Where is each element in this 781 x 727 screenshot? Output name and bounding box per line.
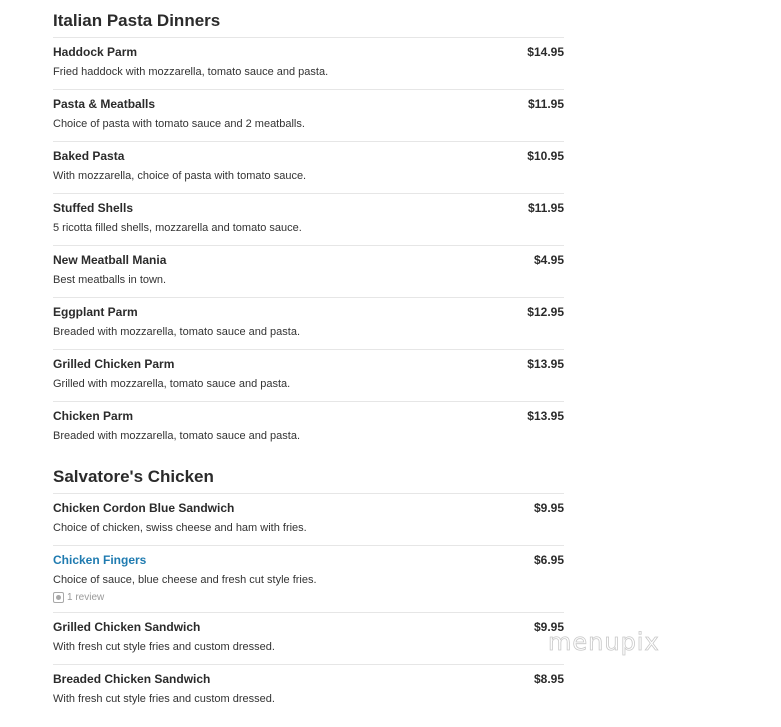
menu-item	[53, 613, 564, 665]
review-count: 1 review	[67, 592, 105, 603]
item-description: Breaded with mozzarella, tomato sauce and pasta.	[53, 430, 301, 442]
item-description: Choice of sauce, blue cheese and fresh cut style fries.	[53, 574, 317, 586]
item-price: $10.95	[527, 149, 564, 163]
item-name: Breaded Chicken Sandwich	[53, 672, 211, 686]
item-description: With fresh cut style fries and custom dressed.	[53, 693, 275, 705]
menu-item	[53, 402, 564, 453]
menu	[53, 10, 564, 716]
item-price: $11.95	[527, 97, 564, 111]
menu-item	[53, 246, 564, 298]
item-name: Grilled Chicken Sandwich	[53, 620, 201, 634]
item-price: $13.95	[527, 409, 564, 423]
item-name: Pasta & Meatballs	[53, 97, 156, 111]
menu-item	[53, 142, 564, 194]
section-title: Salvatore's Chicken	[53, 466, 564, 494]
menu-item	[53, 194, 564, 246]
item-description: Grilled with mozzarella, tomato sauce and pasta.	[53, 378, 291, 390]
item-price: $14.95	[527, 45, 564, 59]
menu-item	[53, 38, 564, 90]
item-name: Chicken Parm	[53, 409, 134, 423]
item-description: Choice of pasta with tomato sauce and 2 meatballs.	[53, 118, 305, 130]
item-price: $12.95	[527, 305, 564, 319]
item-price: $9.95	[533, 620, 564, 634]
item-name: Stuffed Shells	[53, 201, 134, 215]
menu-item	[53, 298, 564, 350]
item-description: Choice of chicken, swiss cheese and ham with fries.	[53, 522, 307, 534]
review-link[interactable]	[53, 591, 564, 604]
menu-section-salvatores-chicken	[53, 466, 564, 716]
item-description: With mozzarella, choice of pasta with tomato sauce.	[53, 170, 307, 182]
item-description: With fresh cut style fries and custom dressed.	[53, 641, 275, 653]
item-price: $4.95	[533, 253, 564, 267]
menu-item	[53, 665, 564, 716]
menu-item	[53, 546, 564, 613]
menu-item	[53, 90, 564, 142]
item-name: Eggplant Parm	[53, 305, 138, 319]
item-description: 5 ricotta filled shells, mozzarella and tomato sauce.	[53, 222, 302, 234]
item-price: $6.95	[533, 553, 564, 567]
item-name: Haddock Parm	[53, 45, 138, 59]
item-name-link[interactable]: Chicken Fingers	[53, 553, 147, 567]
section-title: Italian Pasta Dinners	[53, 10, 564, 38]
review-icon	[53, 592, 64, 603]
watermark-logo: menupix	[548, 628, 660, 656]
item-price: $11.95	[527, 201, 564, 215]
item-price: $13.95	[527, 357, 564, 371]
item-name: Grilled Chicken Parm	[53, 357, 175, 371]
item-description: Best meatballs in town.	[53, 274, 167, 286]
item-name: Baked Pasta	[53, 149, 125, 163]
item-name: Chicken Cordon Blue Sandwich	[53, 501, 235, 515]
item-price: $9.95	[533, 501, 564, 515]
item-description: Breaded with mozzarella, tomato sauce and pasta.	[53, 326, 301, 338]
menu-item	[53, 494, 564, 546]
menu-section-italian-pasta-dinners	[53, 10, 564, 453]
item-name: New Meatball Mania	[53, 253, 167, 267]
menu-item	[53, 350, 564, 402]
item-price: $8.95	[533, 672, 564, 686]
item-description: Fried haddock with mozzarella, tomato sauce and pasta.	[53, 66, 329, 78]
